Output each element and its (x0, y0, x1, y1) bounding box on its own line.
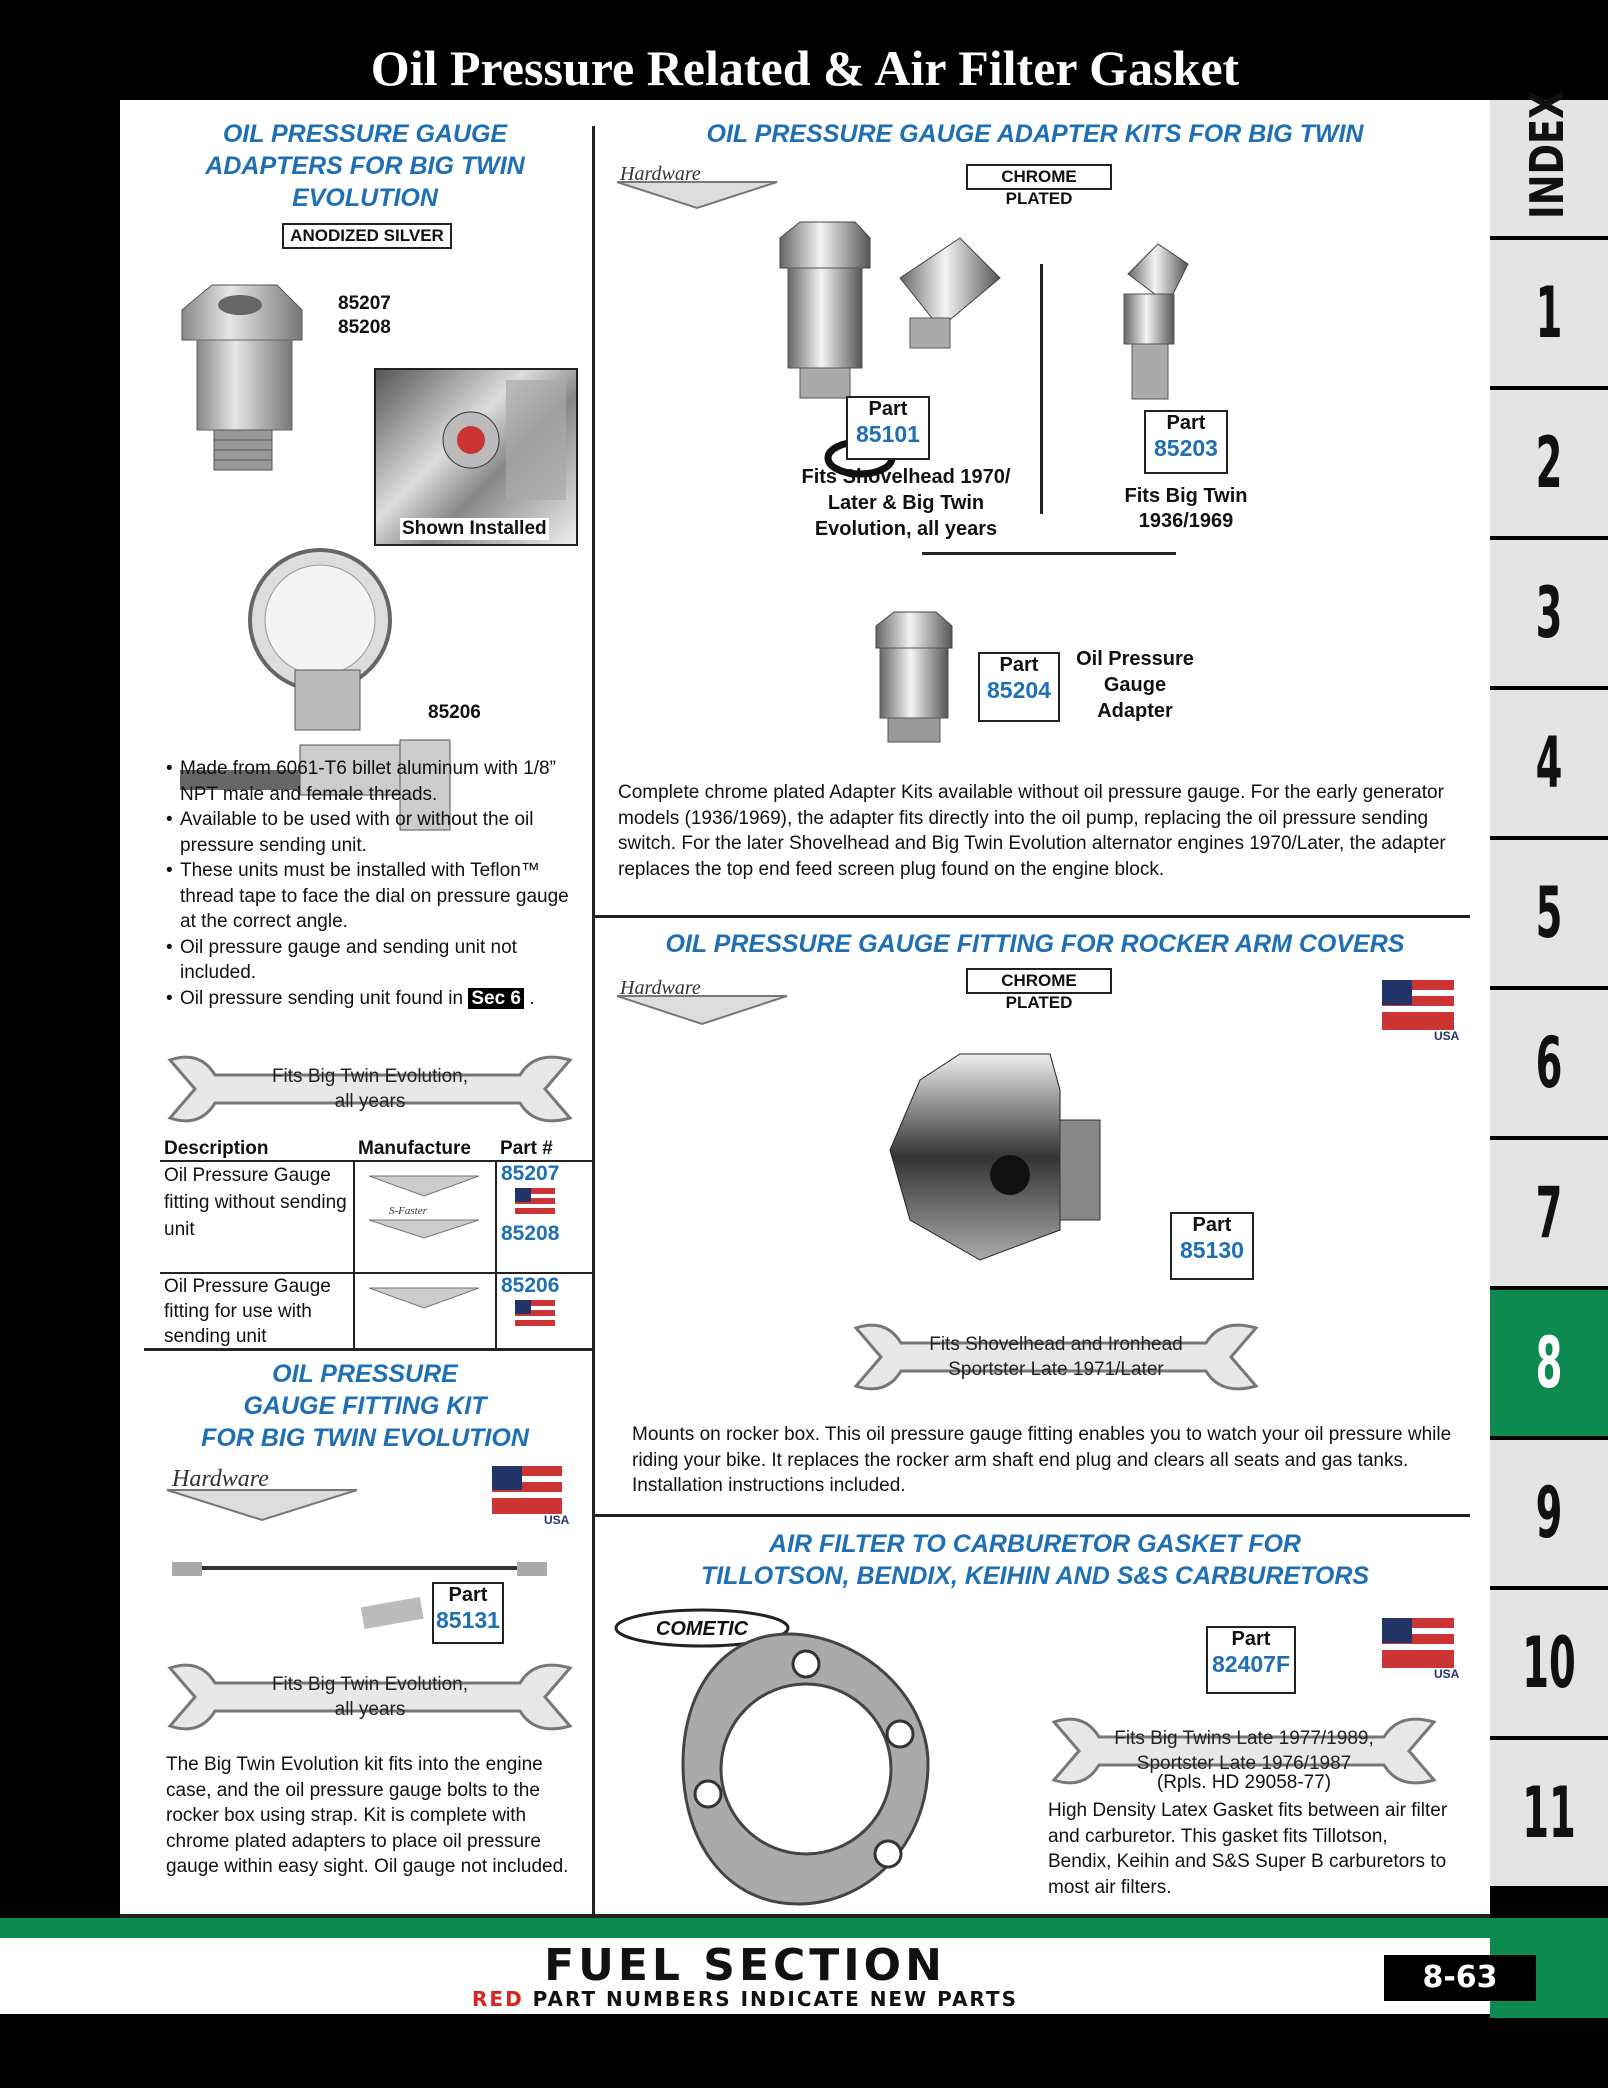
part-number: 82407F (1211, 1651, 1290, 1677)
part-number-link[interactable]: 85206 (501, 1274, 560, 1297)
adapter-85203-photo (1108, 234, 1198, 414)
wrench-text: Sportster Late 1971/Later (948, 1359, 1164, 1380)
wrench-text: all years (334, 1091, 406, 1112)
chrome-badge: CHROME PLATED (966, 164, 1112, 190)
tab-section-6[interactable] (1490, 990, 1608, 1136)
kit-divider (922, 552, 1176, 555)
gasket-description: High Density Latex Gasket fits between air filter and carburetor. This gasket fits Tillotson, Bendix, Keihin and S&S Super B carburetors to most air filters. (1048, 1800, 1448, 1898)
tab-section-7[interactable] (1490, 1140, 1608, 1286)
part-number: 85203 (1154, 435, 1218, 461)
callout-text: 85208 (338, 317, 391, 338)
callout-text: 85207 (338, 293, 391, 314)
tab-label: 6 (1535, 1022, 1563, 1104)
feature-item (166, 986, 586, 1012)
gasket-heading (600, 1528, 1470, 1592)
part-number-link[interactable]: 85208 (501, 1222, 560, 1245)
desc-cell: Oil Pressure Gauge fitting without sending unit (160, 1161, 354, 1273)
gasket-heading-line: AIR FILTER TO CARBURETOR GASKET FOR (769, 1530, 1301, 1558)
feature-list (166, 756, 586, 1011)
svg-text:Hardware: Hardware (172, 1466, 269, 1492)
hardware-logo-icon (612, 972, 792, 1026)
fitment-wrench (160, 1050, 580, 1128)
fitting-85130-photo (880, 1050, 1120, 1270)
wrench-text: Fits Big Twin Evolution, (271, 1066, 469, 1087)
usa-flag-icon (492, 1466, 582, 1526)
tab-section-8[interactable] (1490, 1290, 1608, 1436)
wrench-label (1044, 1726, 1444, 1776)
left-heading-line: EVOLUTION (292, 184, 438, 212)
tab-section-5[interactable] (1490, 840, 1608, 986)
part-label: Part (868, 398, 908, 420)
tab-label: 2 (1535, 422, 1563, 504)
footer-green-stripe (0, 1918, 1608, 1938)
tab-section-1[interactable] (1490, 240, 1608, 386)
tab-label: 8 (1535, 1322, 1563, 1404)
rocker-description: Mounts on rocker box. This oil pressure gauge fitting enables you to watch your oil pressure while riding your bike. It replaces the rocker arm shaft end plug and clears all seats and gas tanks. Installation instructions included. (632, 1424, 1452, 1496)
part-82407F-box[interactable] (1206, 1626, 1296, 1694)
anodized-badge: ANODIZED SILVER (282, 223, 452, 249)
tab-index[interactable] (1490, 90, 1608, 236)
adapter-85204-photo (866, 608, 966, 748)
feature-item: • Available to be used with or without the oil pressure sending unit. (166, 807, 586, 858)
part-label: Part (1166, 412, 1206, 434)
part-number-link[interactable]: 85207 (501, 1162, 560, 1185)
page-number: 8-63 (1384, 1955, 1536, 2001)
part-cell (496, 1273, 592, 1349)
part-85130-box[interactable] (1170, 1212, 1254, 1280)
part-number: 85130 (1180, 1237, 1244, 1263)
label-text: Adapter (1097, 700, 1173, 722)
part-number: 85204 (987, 677, 1051, 703)
feature-item: • Oil pressure gauge and sending unit not included. (166, 935, 586, 986)
svg-text:USA: USA (1434, 1667, 1460, 1680)
feature-item: • These units must be installed with Teflon™ thread tape to face the dial on pressure gauge at the correct angle. (166, 858, 586, 935)
adapter-kits-heading: OIL PRESSURE GAUGE ADAPTER KITS FOR BIG TWIN (706, 120, 1364, 148)
kit-description: The Big Twin Evolution kit fits into the engine case, and the oil pressure gauge bolts to the rocker box using strap. Kit is complete with chrome plated adapters to place oil pressure gauge within easy sight. Oil gauge not included. (166, 1754, 569, 1877)
wrench-text: Fits Shovelhead and Ironhead (929, 1334, 1183, 1355)
label-85204 (1070, 646, 1200, 724)
tab-label: INDEX (1520, 90, 1574, 219)
feature-text: Oil pressure sending unit found in (180, 987, 464, 1009)
adapter-description: Complete chrome plated Adapter Kits available without oil pressure gauge. For the early generator models (1936/1969), the adapter fits directly into the oil pump, replacing the oil pressure sending switch. For the later Shovelhead and Big Twin Evolution alternator engines 1970/Later, the adapter replaces the top end feed screen plug found on the engine block. (618, 782, 1446, 880)
part-85203-box[interactable] (1144, 410, 1228, 474)
tab-label: 4 (1535, 722, 1563, 804)
tab-section-10[interactable] (1490, 1590, 1608, 1736)
tab-section-3[interactable] (1490, 540, 1608, 686)
content-area (120, 100, 1490, 1918)
kit-divider (1040, 264, 1043, 514)
wrench-label (160, 1672, 580, 1722)
gasket-heading-line: TILLOTSON, BENDIX, KEIHIN AND S&S CARBURETORS (700, 1562, 1370, 1590)
feature-item: • Made from 6061-T6 billet aluminum with 1/8” NPT male and female threads. (166, 756, 586, 807)
kit-heading-line: FOR BIG TWIN EVOLUTION (201, 1424, 529, 1452)
tab-label: 7 (1535, 1172, 1563, 1254)
footer-subtitle-text: PART NUMBERS INDICATE NEW PARTS (532, 1987, 1018, 2011)
col-header: Description (160, 1138, 354, 1161)
part-85101-box[interactable] (846, 396, 930, 460)
part-label: Part (1231, 1628, 1271, 1650)
hardware-logo-icon (612, 160, 782, 212)
column-divider (592, 126, 595, 1916)
left-heading-line: ADAPTERS FOR BIG TWIN (205, 152, 525, 180)
manufacturer-cell (354, 1161, 496, 1273)
tab-label: 5 (1535, 872, 1563, 954)
wrench-label (160, 1064, 580, 1114)
section-divider (594, 1514, 1470, 1517)
part-85204-box[interactable] (978, 652, 1060, 722)
chrome-badge: CHROME PLATED (966, 968, 1112, 994)
hardware-logo-icon (359, 1162, 489, 1242)
svg-text:Hardware: Hardware (620, 163, 701, 185)
section-divider (594, 915, 1470, 918)
tab-label: 3 (1535, 572, 1563, 654)
table-row (160, 1273, 592, 1349)
tab-label: 1 (1535, 272, 1563, 354)
fitment-wrench (160, 1658, 580, 1736)
part-number: 85101 (856, 421, 920, 447)
gasket-82407F-photo (678, 1624, 938, 1914)
usa-flag-icon (501, 1186, 561, 1216)
col-header: Part # (496, 1138, 592, 1161)
usa-flag-icon (1382, 980, 1472, 1042)
desc-cell: Oil Pressure Gauge fitting for use with sending unit (160, 1273, 354, 1349)
tab-label: 9 (1535, 1472, 1563, 1554)
cometic-logo-text: COMETIC (655, 1618, 749, 1640)
svg-text:USA: USA (1434, 1029, 1460, 1042)
svg-text:Hardware: Hardware (620, 977, 701, 999)
svg-text:USA: USA (544, 1513, 570, 1526)
section-6-link[interactable]: Sec 6 (468, 988, 524, 1009)
part-85131-box[interactable] (432, 1582, 504, 1644)
part-number: 85131 (436, 1607, 500, 1633)
callout-85206: 85206 (428, 702, 481, 723)
kit-heading-line: OIL PRESSURE (272, 1360, 458, 1388)
tab-label: 10 (1522, 1622, 1576, 1704)
part-label: Part (999, 654, 1039, 676)
hardware-logo-icon (359, 1274, 489, 1314)
fit-text: Fits Big Twin (1124, 485, 1248, 507)
manufacturer-cell (354, 1273, 496, 1349)
svg-text:S-Faster: S-Faster (389, 1205, 427, 1217)
wrench-label (846, 1332, 1266, 1382)
gasket-rpls: (Rpls. HD 29058-77) (1156, 1772, 1332, 1793)
tab-section-9[interactable] (1490, 1440, 1608, 1586)
left-heading-line: OIL PRESSURE GAUGE (222, 120, 508, 148)
col-header: Manufacture (354, 1138, 496, 1161)
fit-text: 1936/1969 (1138, 510, 1234, 532)
wrench-text: Sportster Late 1976/1987 (1136, 1753, 1352, 1774)
usa-flag-icon (1382, 1618, 1472, 1680)
part-label: Part (448, 1584, 488, 1606)
shown-installed-label: Shown Installed (402, 518, 547, 539)
tab-section-11[interactable] (1490, 1740, 1608, 1886)
wrench-text: Fits Big Twins Late 1977/1989, (1114, 1728, 1374, 1749)
fit-85101: Fits Shovelhead 1970/ Later & Big Twin Evolution, all years (801, 466, 1011, 540)
fitment-wrench (846, 1318, 1266, 1396)
label-text: Gauge (1103, 674, 1167, 696)
fit-85203 (1096, 484, 1276, 534)
adapter-85207-photo (172, 280, 312, 480)
usa-flag-icon (501, 1298, 561, 1328)
wrench-text: all years (334, 1699, 406, 1720)
label-text: Oil Pressure (1076, 648, 1194, 670)
table-row (160, 1161, 592, 1273)
wrench-text: Fits Big Twin Evolution, (271, 1674, 469, 1695)
page-title: Oil Pressure Related & Air Filter Gasket (370, 40, 1240, 96)
hardware-logo-icon (162, 1462, 362, 1524)
left-heading (140, 118, 590, 214)
tab-label: 11 (1522, 1772, 1576, 1854)
feature-text: . (529, 987, 535, 1009)
callout-85207 (338, 292, 391, 340)
kit-heading-line: GAUGE FITTING KIT (243, 1392, 487, 1420)
part-label: Part (1192, 1214, 1232, 1236)
footer-red-word: RED (472, 1987, 524, 2011)
tab-section-2[interactable] (1490, 390, 1608, 536)
tab-section-4[interactable] (1490, 690, 1608, 836)
part-cell (496, 1161, 592, 1273)
footer-section-title: FUEL SECTION (544, 1940, 946, 1991)
product-table (160, 1138, 592, 1349)
footer-subtitle (0, 1987, 1490, 2011)
kit-heading (140, 1358, 590, 1454)
rocker-heading: OIL PRESSURE GAUGE FITTING FOR ROCKER ARM COVERS (665, 930, 1405, 958)
